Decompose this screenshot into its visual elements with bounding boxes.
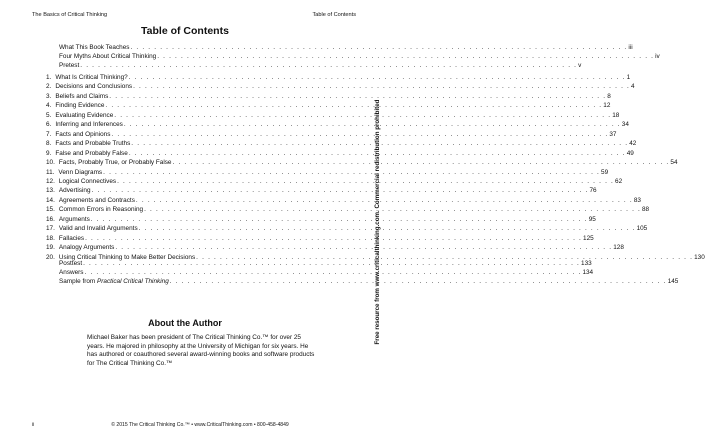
toc-entry-number: 15. — [46, 206, 55, 214]
toc-entry — [46, 92, 611, 101]
toc-entry-page: 8 — [607, 92, 611, 100]
toc-entry — [46, 177, 623, 186]
toc-entry-title: Facts and Opinions — [55, 130, 111, 138]
toc-entry-title-italic: Practical Critical Thinking — [97, 278, 169, 286]
running-header-section: Table of Contents — [312, 12, 356, 18]
toc-entry-number: 11. — [46, 168, 55, 176]
toc-entry-title — [59, 278, 169, 286]
toc-dot-leader: . . . . . . . . . . . . . . . . . . . . . . . . . . . . . . . . . . . . . . . . . . . . . . . . . . . . . . . . . . . . . . . . . . . . . . . . . . . . . . . . . . . . — [133, 83, 630, 91]
running-header-book-title: The Basics of Critical Thinking — [32, 12, 108, 18]
toc-entry-page: 54 — [670, 159, 678, 167]
about-body: Michael Baker has been president of The Critical Thinking Co.™ for over 25 years. He majored in philosophy at the University of Michigan for six years. He has authored or coauthored several award-winning books and software products for The Critical Thinking Co.™ — [87, 334, 315, 368]
toc-dot-leader: . . . . . . . . . . . . . . . . . . . . . . . . . . . . . . . . . . . . . . . . . . . . . . . . . . . . . . . . . . . . . . . . . . . . . . . . . . . . . . . . . . . . — [90, 215, 588, 223]
toc-dot-leader: . . . . . . . . . . . . . . . . . . . . . . . . . . . . . . . . . . . . . . . . . . . . . . . . . . . . . . . . . . . . . . . . . . . . . . . . . . . . . . . . . . . . — [157, 52, 655, 60]
toc-entry — [59, 269, 594, 277]
toc-entry-page: 130 — [694, 253, 705, 261]
toc-entry — [46, 159, 678, 167]
page-number: ii — [32, 422, 35, 428]
toc-entry — [46, 187, 597, 195]
toc-entry-title: Logical Connectives — [58, 177, 117, 185]
toc-entry-number: 17. — [46, 225, 55, 233]
toc-entry-title-prefix: Sample from — [59, 278, 98, 286]
toc-entry-title: Common Errors in Reasoning — [58, 206, 144, 214]
toc-entry-number: 5. — [46, 111, 52, 119]
toc-entry-page: 145 — [667, 278, 679, 286]
toc-entry-title: Inferring and Inferences — [55, 121, 123, 129]
toc-entry-title: False and Probably False — [55, 149, 128, 157]
toc-entry-page: 1 — [626, 74, 631, 81]
toc-entry — [59, 260, 592, 268]
toc-entry-number: 16. — [46, 215, 55, 223]
toc-entry-title: Valid and Invalid Arguments — [58, 225, 138, 233]
toc-entry-page: 62 — [615, 177, 623, 185]
toc-dot-leader: . . . . . . . . . . . . . . . . . . . . . . . . . . . . . . . . . . . . . . . . . . . . . . . . . . . . . . . . . . . . . . . . . . . . . . . . . . . . . . . . . . . . — [144, 206, 641, 214]
toc-entry — [46, 168, 609, 177]
toc-entry-page: 34 — [621, 121, 629, 129]
toc-dot-leader: . . . . . . . . . . . . . . . . . . . . . . . . . . . . . . . . . . . . . . . . . . . . . . . . . . . . . . . . . . . . . . . . . . . . . . . . . . . . . . . . . . . . — [80, 61, 578, 69]
toc-entry-number: 13. — [46, 187, 55, 195]
toc-entry — [46, 111, 620, 120]
toc-entry-number: 19. — [46, 244, 55, 252]
toc-dot-leader: . . . . . . . . . . . . . . . . . . . . . . . . . . . . . . . . . . . . . . . . . . . . . . . . . . . . . . . . . . . . . . . . . . . . . . . . . . . . . . . . . . . . — [128, 74, 626, 81]
toc-entry-page: 76 — [589, 187, 597, 195]
toc-entry-title: What Is Critical Thinking? — [55, 74, 128, 81]
copyright-line: © 2015 The Critical Thinking Co.™ • www.CriticalThinking.com • 800-458-4849 — [111, 422, 289, 428]
toc-entry-title: Decisions and Conclusions — [55, 83, 133, 91]
toc-entry-page: 4 — [631, 83, 635, 91]
toc-entry-title: Venn Diagrams — [58, 168, 103, 176]
toc-entry-number: 8. — [46, 140, 52, 148]
toc-entry-title: Advertising — [58, 187, 91, 195]
toc-entry — [46, 215, 596, 224]
toc-entry-page: 133 — [581, 260, 592, 267]
toc-entry — [59, 52, 660, 61]
toc-dot-leader: . . . . . . . . . . . . . . . . . . . . . . . . . . . . . . . . . . . . . . . . . . . . . . . . . . . . . . . . . . . . . . . . . . . . . . . . . . . . . . . . . . . . — [109, 92, 607, 100]
toc-dot-leader: . . . . . . . . . . . . . . . . . . . . . . . . . . . . . . . . . . . . . . . . . . . . . . . . . . . . . . . . . . . . . . . . . . . . . . . . . . . . . . . . . . . . — [135, 196, 633, 204]
toc-entry-number: 1. — [46, 74, 52, 81]
toc-dot-leader: . . . . . . . . . . . . . . . . . . . . . . . . . . . . . . . . . . . . . . . . . . . . . . . . . . . . . . . . . . . . . . . . . . . . . . . . . . . . . . . . . . . . — [138, 225, 636, 233]
toc-entry-number: 9. — [46, 149, 52, 157]
toc-entry-title: Agreements and Contracts — [58, 196, 135, 204]
toc-dot-leader: . . . . . . . . . . . . . . . . . . . . . . . . . . . . . . . . . . . . . . . . . . . . . . . . . . . . . . . . . . . . . . . . . . . . . . . . . . . . . . . . . . . . — [114, 111, 612, 119]
toc-entry — [46, 140, 637, 148]
toc-entry-title: Answers — [59, 269, 84, 277]
toc-dot-leader: . . . . . . . . . . . . . . . . . . . . . . . . . . . . . . . . . . . . . . . . . . . . . . . . . . . . . . . . . . . . . . . . . . . . . . . . . . . . . . . . . . . . — [83, 260, 581, 267]
toc-entry-page: 37 — [609, 130, 617, 138]
toc-entry — [46, 130, 617, 139]
toc-entry — [46, 244, 624, 252]
toc-dot-leader: . . . . . . . . . . . . . . . . . . . . . . . . . . . . . . . . . . . . . . . . . . . . . . . . . . . . . . . . . . . . . . . . . . . . . . . . . . . . . . . . . . . . — [169, 278, 667, 286]
toc-entry — [46, 121, 629, 129]
toc-entry-page: 18 — [612, 111, 620, 119]
toc-entry-number: 7. — [46, 130, 52, 138]
toc-entry-title: Finding Evidence — [55, 102, 105, 110]
toc-entry — [46, 225, 648, 233]
toc-entry-number: 4. — [46, 102, 52, 110]
toc-entry-page: v — [578, 61, 582, 69]
toc-entry-page: 12 — [603, 102, 611, 110]
toc-entry-number: 14. — [46, 196, 55, 204]
toc-dot-leader: . . . . . . . . . . . . . . . . . . . . . . . . . . . . . . . . . . . . . . . . . . . . . . . . . . . . . . . . . . . . . . . . . . . . . . . . . . . . . . . . . . . . — [172, 159, 670, 167]
toc-entry-title: Fallacies — [58, 234, 85, 242]
toc-entry-number: 10. — [46, 159, 55, 167]
toc-dot-leader: . . . . . . . . . . . . . . . . . . . . . . . . . . . . . . . . . . . . . . . . . . . . . . . . . . . . . . . . . . . . . . . . . . . . . . . . . . . . . . . . . . . . — [91, 187, 589, 195]
toc-entry-page: 59 — [601, 168, 609, 176]
toc-entry-title: Using Critical Thinking to Make Better Decisions — [58, 253, 196, 261]
toc-entry-page: 42 — [629, 140, 637, 148]
toc-entry-title: Evaluating Evidence — [55, 111, 114, 119]
toc-entry — [46, 74, 631, 82]
toc-dot-leader: . . . . . . . . . . . . . . . . . . . . . . . . . . . . . . . . . . . . . . . . . . . . . . . . . . . . . . . . . . . . . . . . . . . . . . . . . . . . . . . . . . . . — [85, 234, 583, 242]
page-title: Table of Contents — [141, 25, 229, 37]
side-notice: Free resource from www.criticalthinking.com. Commercial redistribution prohibited — [374, 99, 381, 345]
toc-entry-title: Facts, Probably True, or Probably False — [58, 159, 172, 167]
toc-dot-leader: . . . . . . . . . . . . . . . . . . . . . . . . . . . . . . . . . . . . . . . . . . . . . . . . . . . . . . . . . . . . . . . . . . . . . . . . . . . . . . . . . . . . — [84, 269, 582, 277]
toc-entry — [46, 102, 611, 110]
toc-entry-title: Facts and Probable Truths — [55, 140, 131, 148]
toc-entry-number: 3. — [46, 92, 52, 100]
toc-entry — [59, 61, 582, 70]
about-title: About the Author — [148, 318, 222, 328]
toc-entry — [46, 196, 641, 205]
toc-entry-title: Four Myths About Critical Thinking — [59, 52, 157, 60]
toc-entry-number: 12. — [46, 177, 55, 185]
toc-entry-page: 83 — [633, 196, 641, 204]
toc-entry-number: 20. — [46, 253, 55, 261]
toc-entry-page: 128 — [613, 244, 624, 252]
toc-entry-page: 105 — [636, 225, 648, 233]
toc-dot-leader: . . . . . . . . . . . . . . . . . . . . . . . . . . . . . . . . . . . . . . . . . . . . . . . . . . . . . . . . . . . . . . . . . . . . . . . . . . . . . . . . . . . . — [117, 177, 615, 185]
toc-entry — [59, 278, 679, 286]
toc-dot-leader: . . . . . . . . . . . . . . . . . . . . . . . . . . . . . . . . . . . . . . . . . . . . . . . . . . . . . . . . . . . . . . . . . . . . . . . . . . . . . . . . . . . . — [123, 121, 621, 129]
toc-dot-leader: . . . . . . . . . . . . . . . . . . . . . . . . . . . . . . . . . . . . . . . . . . . . . . . . . . . . . . . . . . . . . . . . . . . . . . . . . . . . . . . . . . . . — [105, 102, 603, 110]
toc-entry — [46, 206, 650, 214]
toc-dot-leader: . . . . . . . . . . . . . . . . . . . . . . . . . . . . . . . . . . . . . . . . . . . . . . . . . . . . . . . . . . . . . . . . . . . . . . . . . . . . . . . . . . . . — [128, 149, 626, 157]
toc-entry-page: 134 — [582, 269, 594, 277]
toc-dot-leader: . . . . . . . . . . . . . . . . . . . . . . . . . . . . . . . . . . . . . . . . . . . . . . . . . . . . . . . . . . . . . . . . . . . . . . . . . . . . . . . . . . . . — [130, 44, 628, 51]
toc-entry-number: 6. — [46, 121, 52, 129]
toc-dot-leader: . . . . . . . . . . . . . . . . . . . . . . . . . . . . . . . . . . . . . . . . . . . . . . . . . . . . . . . . . . . . . . . . . . . . . . . . . . . . . . . . . . . . — [131, 140, 629, 148]
toc-entry-number: 2. — [46, 83, 52, 91]
toc-dot-leader: . . . . . . . . . . . . . . . . . . . . . . . . . . . . . . . . . . . . . . . . . . . . . . . . . . . . . . . . . . . . . . . . . . . . . . . . . . . . . . . . . . . . — [111, 130, 609, 138]
toc-entry-page: iii — [628, 44, 633, 51]
toc-entry — [59, 44, 633, 52]
toc-entry-title: Arguments — [58, 215, 90, 223]
toc-entry-page: 95 — [588, 215, 596, 223]
toc-entry-title: Beliefs and Claims — [55, 92, 109, 100]
toc-entry-title: Pretest — [59, 61, 80, 69]
toc-entry-page: 49 — [626, 149, 634, 157]
toc-entry — [46, 234, 594, 243]
toc-entry-title: Analogy Arguments — [58, 244, 115, 252]
toc-entry-number: 18. — [46, 234, 55, 242]
toc-entry-page: 88 — [642, 206, 650, 214]
toc-entry-page: 125 — [583, 234, 594, 242]
toc-entry — [46, 149, 634, 158]
toc-entry-title: What This Book Teaches — [59, 44, 130, 51]
toc-entry-title: Posttest — [59, 260, 83, 267]
toc-dot-leader: . . . . . . . . . . . . . . . . . . . . . . . . . . . . . . . . . . . . . . . . . . . . . . . . . . . . . . . . . . . . . . . . . . . . . . . . . . . . . . . . . . . . — [103, 168, 601, 176]
toc-dot-leader: . . . . . . . . . . . . . . . . . . . . . . . . . . . . . . . . . . . . . . . . . . . . . . . . . . . . . . . . . . . . . . . . . . . . . . . . . . . . . . . . . . . . — [115, 244, 613, 252]
toc-entry-page: iv — [655, 52, 660, 60]
toc-entry — [46, 83, 635, 91]
toc-dot-leader: . . . . . . . . . . . . . . . . . . . . . . . . . . . . . . . . . . . . . . . . . . . . . . . . . . . . . . . . . . . . . . . . . . . . . . . . . . . . . . . . . . . . — [196, 253, 694, 261]
